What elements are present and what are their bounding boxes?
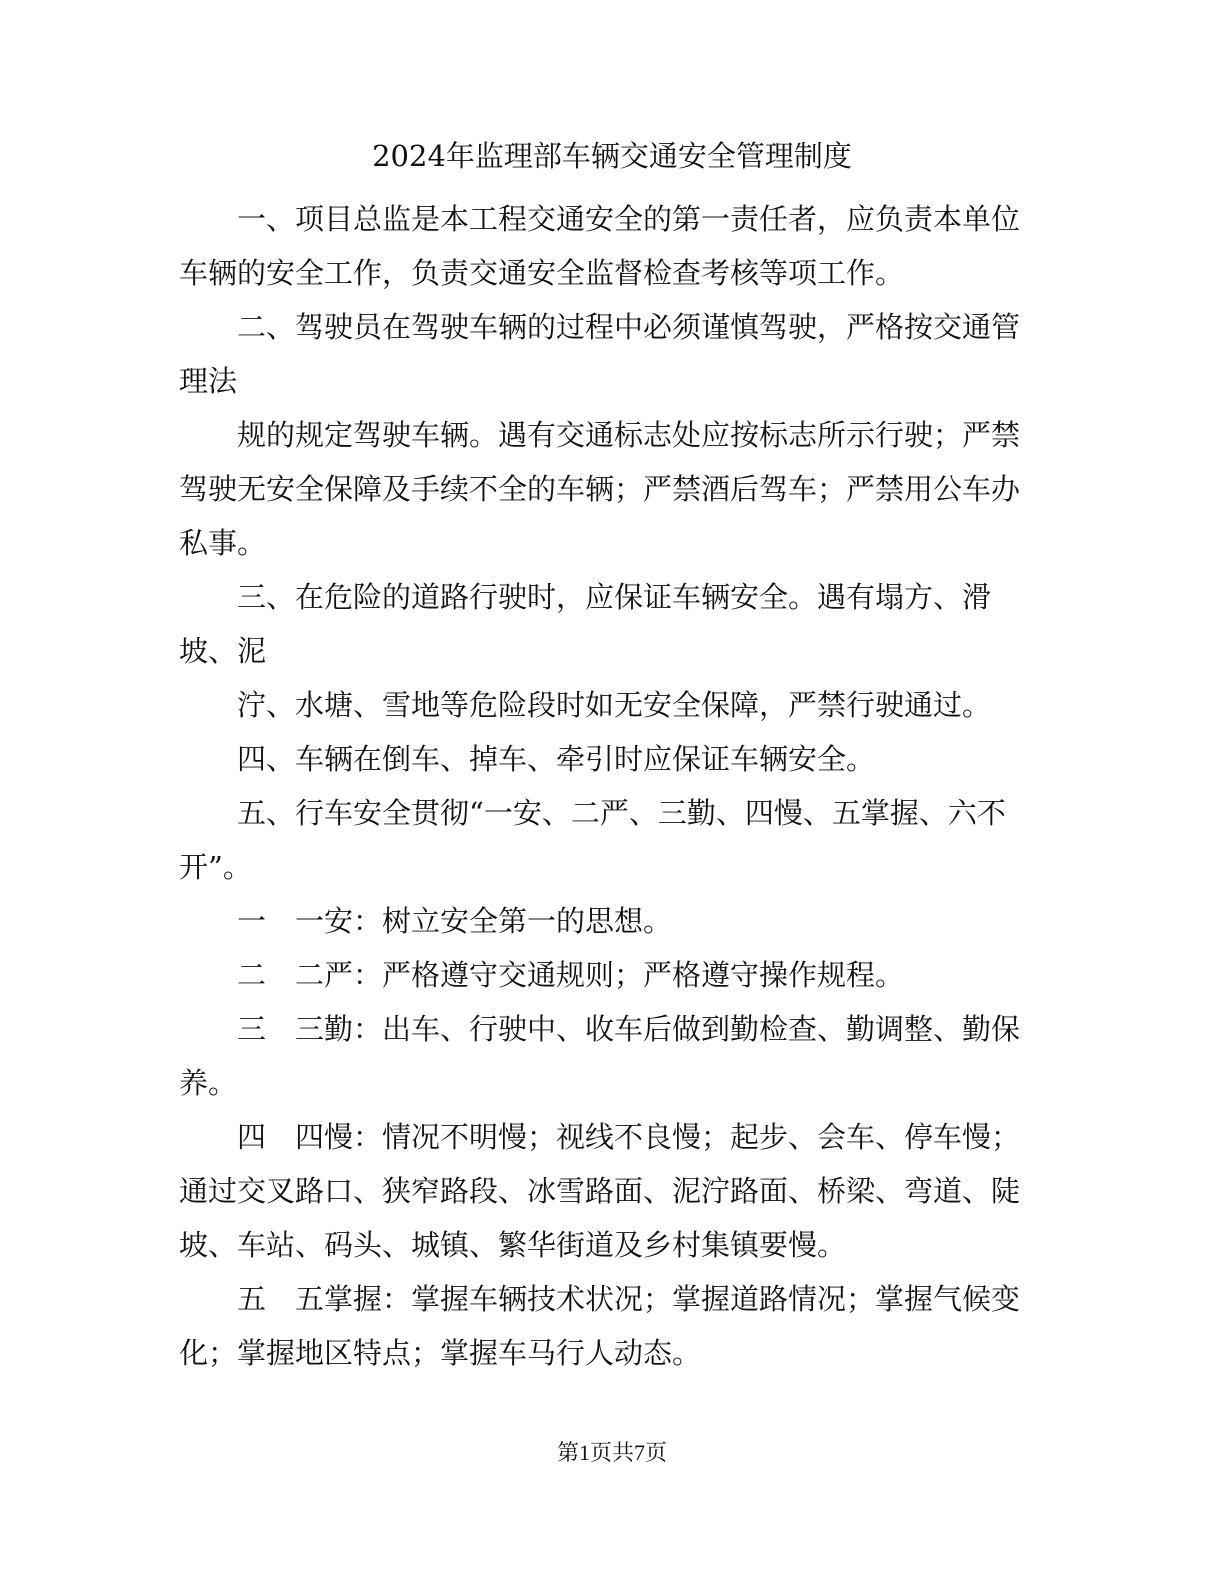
paragraph-5: 泞、水塘、雪地等危险段时如无安全保障，严禁行驶通过。 xyxy=(237,688,992,722)
paragraph-11: 四 四慢：情况不明慢；视线不良慢；起步、会车、停车慢；通过交叉路口、狭窄路段、冰雪路面、泥泞路面、桥梁、弯道、陡坡、车站、码头、城镇、繁华街道及乡村集镇要慢。 xyxy=(179,1120,1021,1262)
paragraph-7: 五、行车安全贯彻“一安、二严、三勤、四慢、五掌握、六不开”。 xyxy=(179,796,1006,884)
paragraph-4: 三、在危险的道路行驶时，应保证车辆安全。遇有塌方、滑坡、泥 xyxy=(179,580,992,668)
document-title: 2024年监理部车辆交通安全管理制度 xyxy=(372,139,852,173)
paragraph-12: 五 五掌握：掌握车辆技术状况；掌握道路情况；掌握气候变化；掌握地区特点；掌握车马行人动态。 xyxy=(179,1282,1021,1370)
page-footer: 第1页共7页 xyxy=(556,1440,667,1465)
paragraph-8: 一 一安：树立安全第一的思想。 xyxy=(237,904,673,938)
paragraph-9: 二 二严：严格遵守交通规则；严格遵守操作规程。 xyxy=(237,958,905,992)
paragraph-2: 二、驾驶员在驾驶车辆的过程中必须谨慎驾驶，严格按交通管理法 xyxy=(179,310,1021,398)
document-body xyxy=(179,192,1029,1380)
paragraph-10: 三 三勤：出车、行驶中、收车后做到勤检查、勤调整、勤保养。 xyxy=(179,1012,1021,1100)
paragraph-3: 规的规定驾驶车辆。遇有交通标志处应按标志所示行驶；严禁驾驶无安全保障及手续不全的车辆；严禁酒后驾车；严禁用公车办私事。 xyxy=(179,418,1021,560)
paragraph-6: 四、车辆在倒车、掉车、牵引时应保证车辆安全。 xyxy=(237,742,876,776)
paragraph-1: 一、项目总监是本工程交通安全的第一责任者，应负责本单位车辆的安全工作，负责交通安全监督检查考核等项工作。 xyxy=(179,202,1021,290)
